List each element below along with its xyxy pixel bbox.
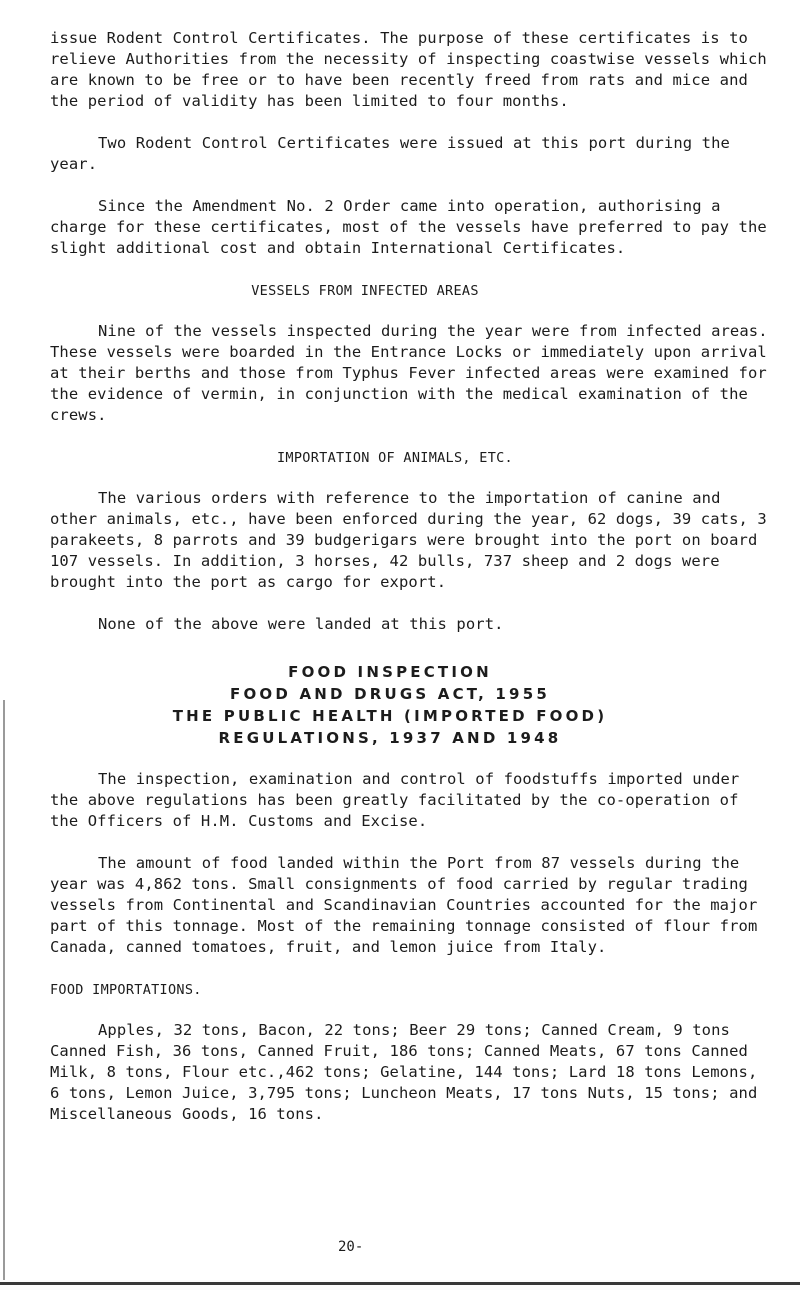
document-page <box>50 28 770 1125</box>
scan-edge-line <box>3 700 5 1280</box>
paragraph-none-landed: None of the above were landed at this port. <box>98 615 504 633</box>
heading-vessels-infected-areas: VESSELS FROM INFECTED AREAS <box>251 283 479 299</box>
paragraph-food-landed: The amount of food landed within the Port from 87 vessels during the year was 4,862 tons. Small consignments of food carried by regular trading vessels from Continental and Scandinavian Countries accounted for the major part of this tonnage. Most of the remaining tonnage consisted of flour from Canada, canned tomatoes, fruit, and lemon juice from Italy. <box>50 854 758 956</box>
paragraph-certificates-issued: Two Rodent Control Certificates were issued at this port during the year. <box>50 134 730 173</box>
heading-importation-animals: IMPORTATION OF ANIMALS, ETC. <box>277 450 513 466</box>
title-regulations-years: REGULATIONS, 1937 AND 1948 <box>218 729 562 747</box>
food-inspection-title-block <box>50 661 730 749</box>
paragraph-animal-orders: The various orders with reference to the importation of canine and other animals, etc., have been enforced during the year, 62 dogs, 39 cats, 3 parakeets, 8 parrots and 39 budgerigars were brought into the port on board 107 vessels. In addition, 3 horses, 42 bulls, 737 sheep and 2 dogs were brought into the port as cargo for export. <box>50 489 767 591</box>
paragraph-infected-vessels: Nine of the vessels inspected during the year were from infected areas. These vessels were boarded in the Entrance Locks or immediately upon arrival at their berths and those from Typhus Fever infected areas were examined for the evidence of vermin, in conjunction with the medical examination of the crews. <box>50 322 768 424</box>
title-public-health-regulations: THE PUBLIC HEALTH (IMPORTED FOOD) <box>172 707 608 725</box>
paragraph-rodent-certificates: issue Rodent Control Certificates. The purpose of these certificates is to relieve Authorities from the necessity of inspecting coastwise vessels which are known to be free or to have been recently freed from rats and mice and the period of validity has been limited to four months. <box>50 29 767 110</box>
scan-bottom-rule <box>0 1282 800 1285</box>
title-food-drugs-act: FOOD AND DRUGS ACT, 1955 <box>230 685 550 703</box>
heading-food-importations: FOOD IMPORTATIONS. <box>50 982 202 998</box>
paragraph-inspection-cooperation: The inspection, examination and control of foodstuffs imported under the above regulations has been greatly facilitated by the co-operation of the Officers of H.M. Customs and Excise. <box>50 770 740 830</box>
title-food-inspection: FOOD INSPECTION <box>288 663 492 681</box>
paragraph-food-importations-list: Apples, 32 tons, Bacon, 22 tons; Beer 29 tons; Canned Cream, 9 tons Canned Fish, 36 tons, Canned Fruit, 186 tons; Canned Meats, 67 tons Canned Milk, 8 tons, Flour etc.,462 tons; Gelatine, 144 tons; Lard 18 tons Lemons, 6 tons, Lemon Juice, 3,795 tons; Luncheon Meats, 17 tons Nuts, 15 tons; and Miscellaneous Goods, 16 tons. <box>50 1021 758 1123</box>
page-number: 20- <box>338 1239 364 1255</box>
paragraph-amendment-order: Since the Amendment No. 2 Order came into operation, authorising a charge for these certificates, most of the vessels have preferred to pay the slight additional cost and obtain International Certificates. <box>50 197 767 257</box>
